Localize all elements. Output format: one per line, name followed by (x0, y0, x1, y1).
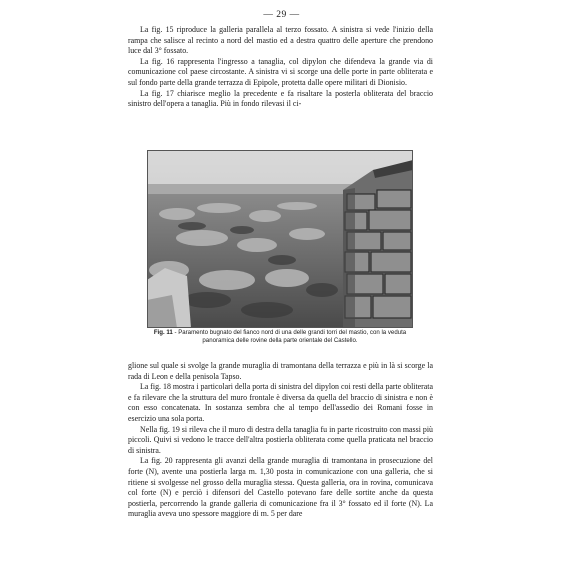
paragraph-fig-16: La fig. 16 rappresenta l'ingresso a tanaglia, col dipylon che difendeva la grande via di comunicazione col paese circostante. A sinistra vi si scorge una delle porte in parte obliterata e sul fondo parte della grande terrazza di Epipole, protetta dalle opere militari di Dionisio. (128, 56, 433, 87)
paragraph-fig-18: La fig. 18 mostra i particolari della porta di sinistra del dipylon coi resti della parte obliterata e fa rilevare che la struttura del muro frontale è diversa da quella del braccio di sinistra e non è con esso concatenata. In sostanza sembra che al tempo dell'assedio dei Romani fosse in esercizio una sola porta. (128, 382, 433, 423)
paragraph-fig-20: La fig. 20 rappresenta gli avanzi della grande muraglia di tramontana in prosecuzione del forte (N), avente una postierla larga m. 1,30 posta in comunicazione con una galleria, che si ritiene si svolgesse nel grosso della muraglia stessa. Questa galleria, ora in rovina, comunicava col forte (N) e perciò i difensori del Castello potevano fare delle sortite anche da questa postierla, percorrendo la grande galleria di comunicazione fra il 3° fossato ed il forte (N). La muraglia aveva uno spessore maggiore di m. 5 per dare (128, 456, 433, 519)
top-text-block (128, 25, 433, 110)
figure-caption (147, 329, 413, 345)
bottom-text-block (128, 361, 433, 520)
figure-caption-text: - Paramento bugnato del fianco nord di una delle grandi torri del mastio, con la veduta panoramica delle rovine della parte orientale del Castello. (172, 329, 407, 345)
paragraph-fig-19: Nella fig. 19 si rileva che il muro di destra della tanaglia fu in parte ricostruito con massi più piccoli. Quivi si vedono le tracce dell'altra postierla obliterata come quella praticata nel braccio di sinistra. (128, 424, 433, 455)
figure-photo (147, 150, 413, 328)
paragraph-continuation: glione sul quale si svolge la grande muraglia di tramontana della terrazza e più in là si scorge la rada di Leon e della penisola Tapso. (128, 361, 433, 381)
page-number: — 29 — (263, 10, 300, 20)
paragraph-fig-17: La fig. 17 chiarisce meglio la precedente e fa risaltare la posterla obliterata del braccio sinistro dell'opera a tanaglia. Più in fondo rilevasi il ci- (128, 88, 433, 109)
ruins-photo-image (147, 150, 413, 328)
figure-label: Fig. 11 (153, 329, 173, 336)
paragraph-fig-15: La fig. 15 riproduce la galleria parallela al terzo fossato. A sinistra si vede l'inizio della rampa che salisce al recinto a nord del mastio ed a destra quattro delle aperture che prendono luce dal 3° fossato. (128, 25, 433, 56)
